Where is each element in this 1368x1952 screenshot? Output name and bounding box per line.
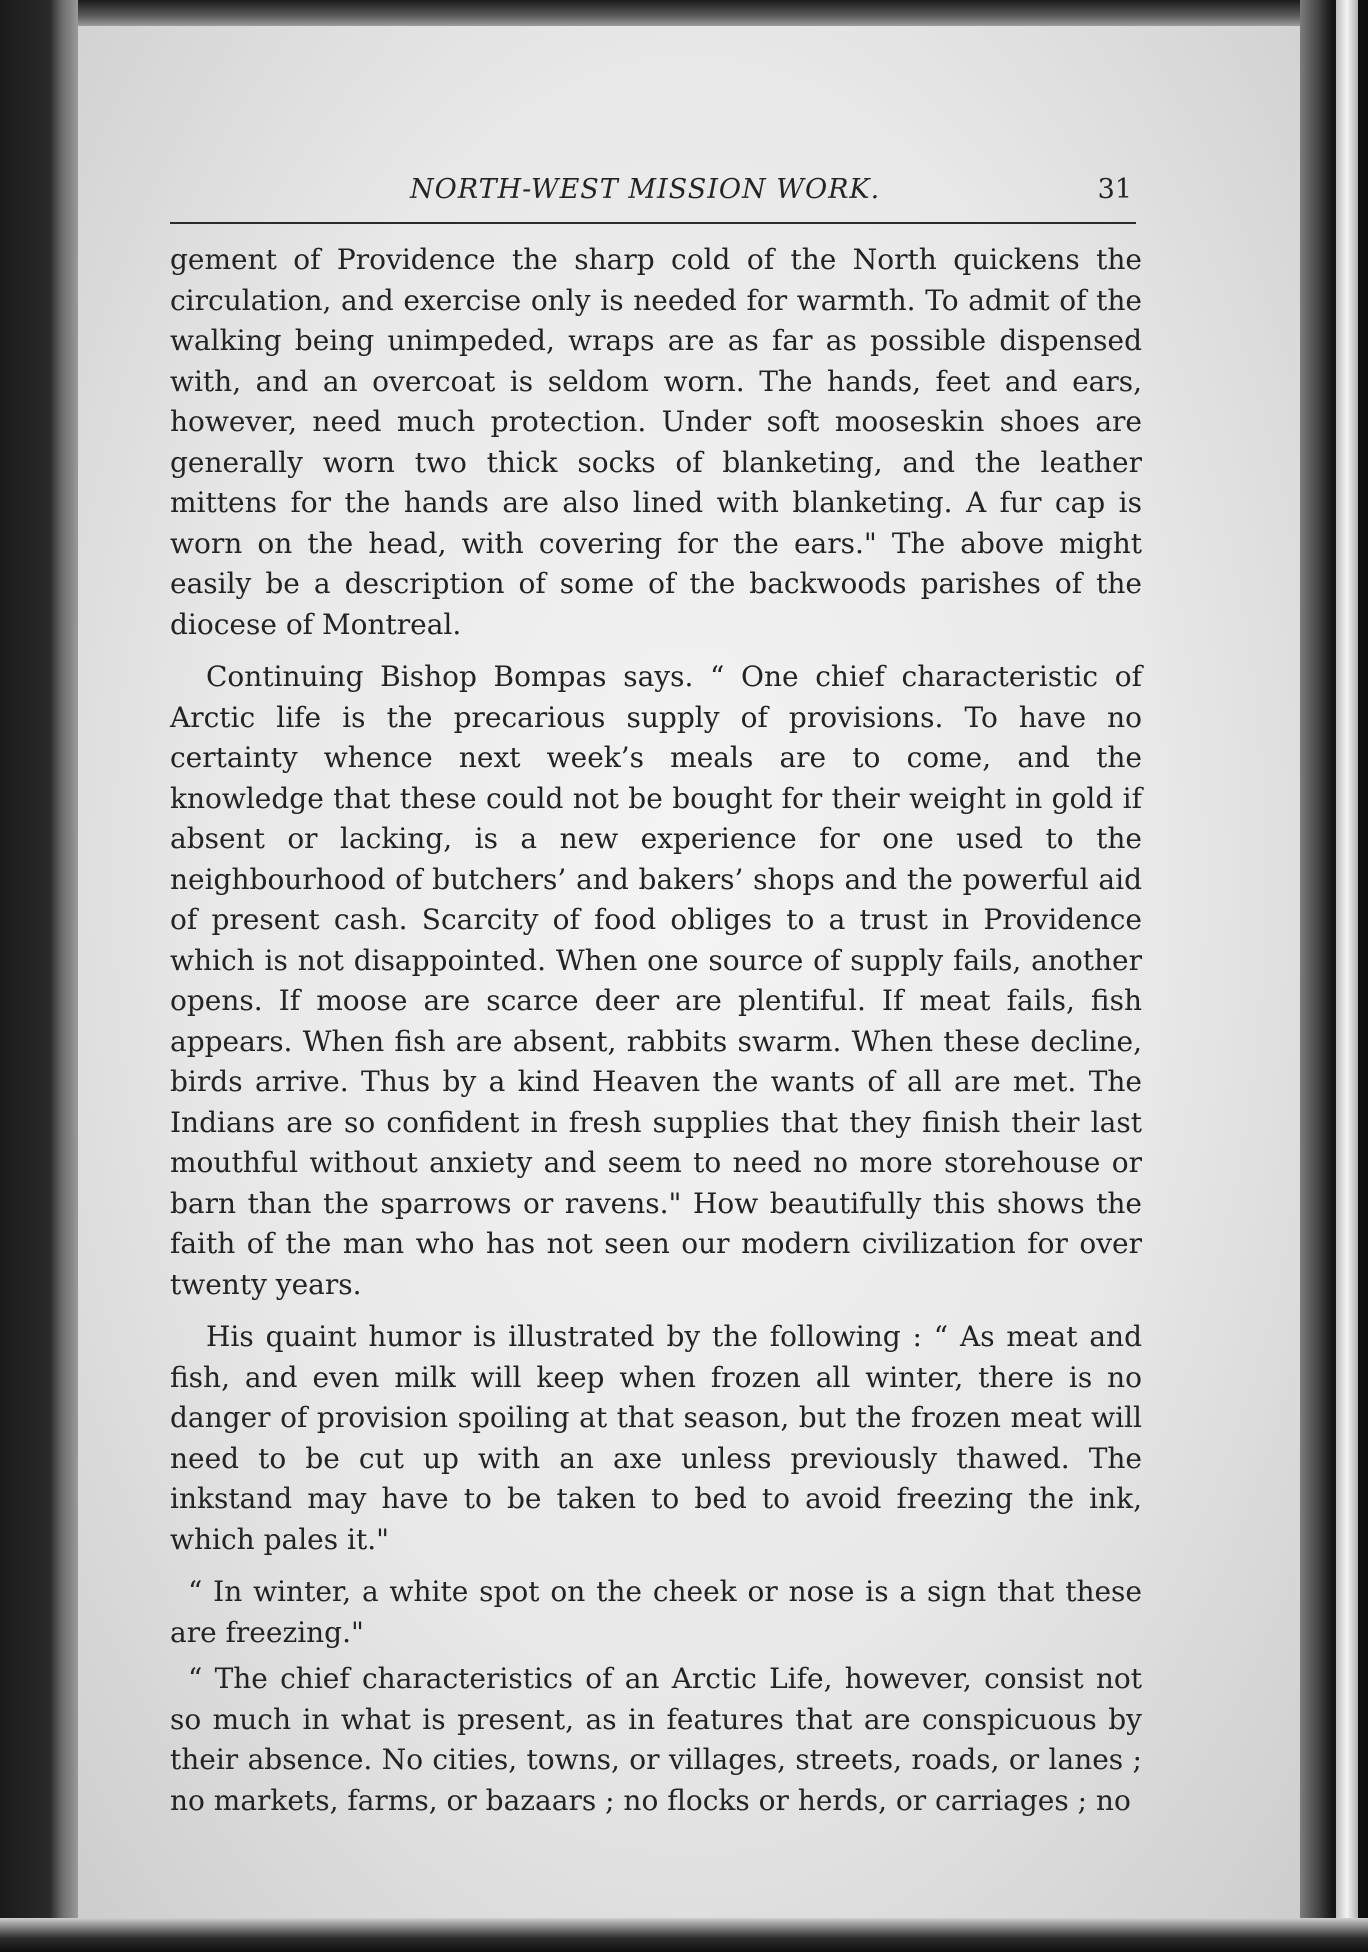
- body-text: [170, 240, 1142, 1827]
- paragraph: “ In winter, a white spot on the cheek or nose is a sign that these are freezing.": [170, 1575, 1142, 1649]
- header-rule: [170, 222, 1136, 224]
- paragraph: gement of Providence the sharp cold of the North quickens the circulation, and exercise only is needed for warmth. To admit of the walking being unimpeded, wraps are as far as possible dispensed with, and an overcoat is seldom worn. The hands, feet and ears, however, need much protection. Under soft mooseskin shoes are generally worn two thick socks of blanketing, and the leather mittens for the hands are also lined with blanketing. A fur cap is worn on the head, with covering for the ears." The above might easily be a description of some of the backwoods parishes of the diocese of Montreal.: [170, 243, 1142, 641]
- page-number: 31: [1097, 174, 1132, 205]
- paragraph: His quaint humor is illustrated by the following : “ As meat and fish, and even milk will keep when frozen all winter, there is no danger of provision spoiling at that season, but the frozen meat will need to be cut up with an axe unless previously thawed. The inkstand may have to be taken to bed to avoid freezing the ink, which pales it.": [170, 1320, 1142, 1556]
- paragraph: Continuing Bishop Bompas says. “ One chief characteristic of Arctic life is the precarious supply of provisions. To have no certainty whence next week’s meals are to come, and the knowledge that these could not be bought for their weight in gold if absent or lacking, is a new experience for one used to the neighbourhood of butchers’ and bakers’ shops and the powerful aid of present cash. Scarcity of food obliges to a trust in Providence which is not disappointed. When one source of supply fails, another opens. If moose are scarce deer are plentiful. If meat fails, fish appears. When fish are absent, rabbits swarm. When these decline, birds arrive. Thus by a kind Heaven the wants of all are met. The Indians are so confident in fresh supplies that they finish their last mouthful without anxiety and seem to need no more storehouse or barn than the sparrows or ravens." How beautifully this shows the faith of the man who has not seen our modern civilization for over twenty years.: [170, 660, 1142, 1301]
- running-title: NORTH-WEST MISSION WORK.: [410, 174, 881, 205]
- paragraph: “ The chief characteristics of an Arctic Life, however, consist not so much in what is present, as in features that are conspicuous by their absence. No cities, towns, or villages, streets, roads, or lanes ; no markets, farms, or bazaars ; no flocks or herds, or carriages ; no: [170, 1662, 1142, 1817]
- running-head: [170, 168, 1132, 212]
